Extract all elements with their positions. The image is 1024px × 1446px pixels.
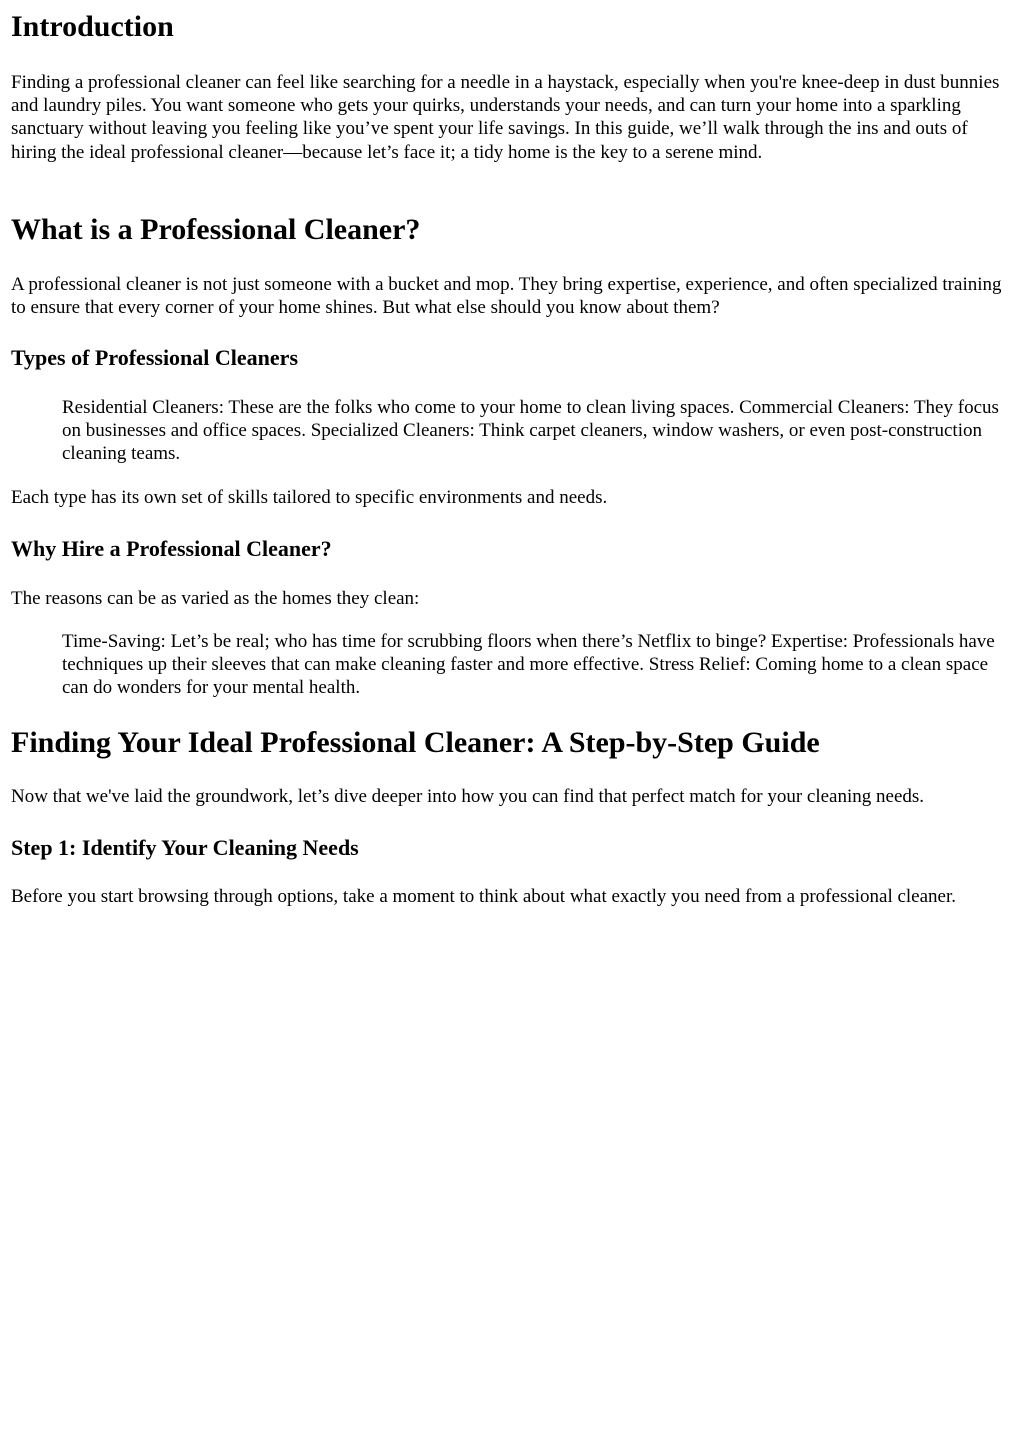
types-summary-paragraph: Each type has its own set of skills tailored to specific environments and needs. — [11, 487, 608, 508]
step1-heading: Step 1: Identify Your Cleaning Needs — [11, 835, 359, 860]
types-blockquote: Residential Cleaners: These are the folks who come to your home to clean living spaces. Commercial Cleaners: They focus on businesses and office spaces. Specialized Cleaners: Think carpet cleaners, window washers, or even post-construction cleaning teams. — [62, 397, 999, 465]
step1-paragraph: Before you start browsing through options, take a moment to think about what exactly you need from a professional cleaner. — [11, 886, 957, 907]
why-hire-heading: Why Hire a Professional Cleaner? — [11, 536, 332, 561]
types-heading: Types of Professional Cleaners — [11, 345, 298, 370]
what-is-paragraph: A professional cleaner is not just someone with a bucket and mop. They bring expertise, experience, and often specialized training to ensure that every corner of your home shines. But what else should you know about them? — [11, 274, 1002, 319]
what-is-heading: What is a Professional Cleaner? — [11, 213, 421, 246]
finding-guide-paragraph: Now that we've laid the groundwork, let’s dive deeper into how you can find that perfect match for your cleaning needs. — [11, 786, 925, 807]
why-hire-intro-paragraph: The reasons can be as varied as the homes they clean: — [11, 588, 420, 609]
intro-paragraph: Finding a professional cleaner can feel like searching for a needle in a haystack, especially when you're knee-deep in dust bunnies and laundry piles. You want someone who gets your quirks, understands your needs, and can turn your home into a sparkling sanctuary without leaving you feeling like you’ve spent your life savings. In this guide, we’ll walk through the ins and outs of hiring the ideal professional cleaner—because let’s face it; a tidy home is the key to a serene mind. — [11, 72, 1000, 163]
why-hire-blockquote: Time-Saving: Let’s be real; who has time for scrubbing floors when there’s Netflix to binge? Expertise: Professionals have techniques up their sleeves that can make cleaning faster and more effective. Stress Relief: Coming home to a clean space can do wonders for your mental health. — [62, 631, 995, 699]
finding-guide-heading: Finding Your Ideal Professional Cleaner: A Step-by-Step Guide — [11, 726, 820, 759]
intro-heading: Introduction — [11, 10, 174, 43]
